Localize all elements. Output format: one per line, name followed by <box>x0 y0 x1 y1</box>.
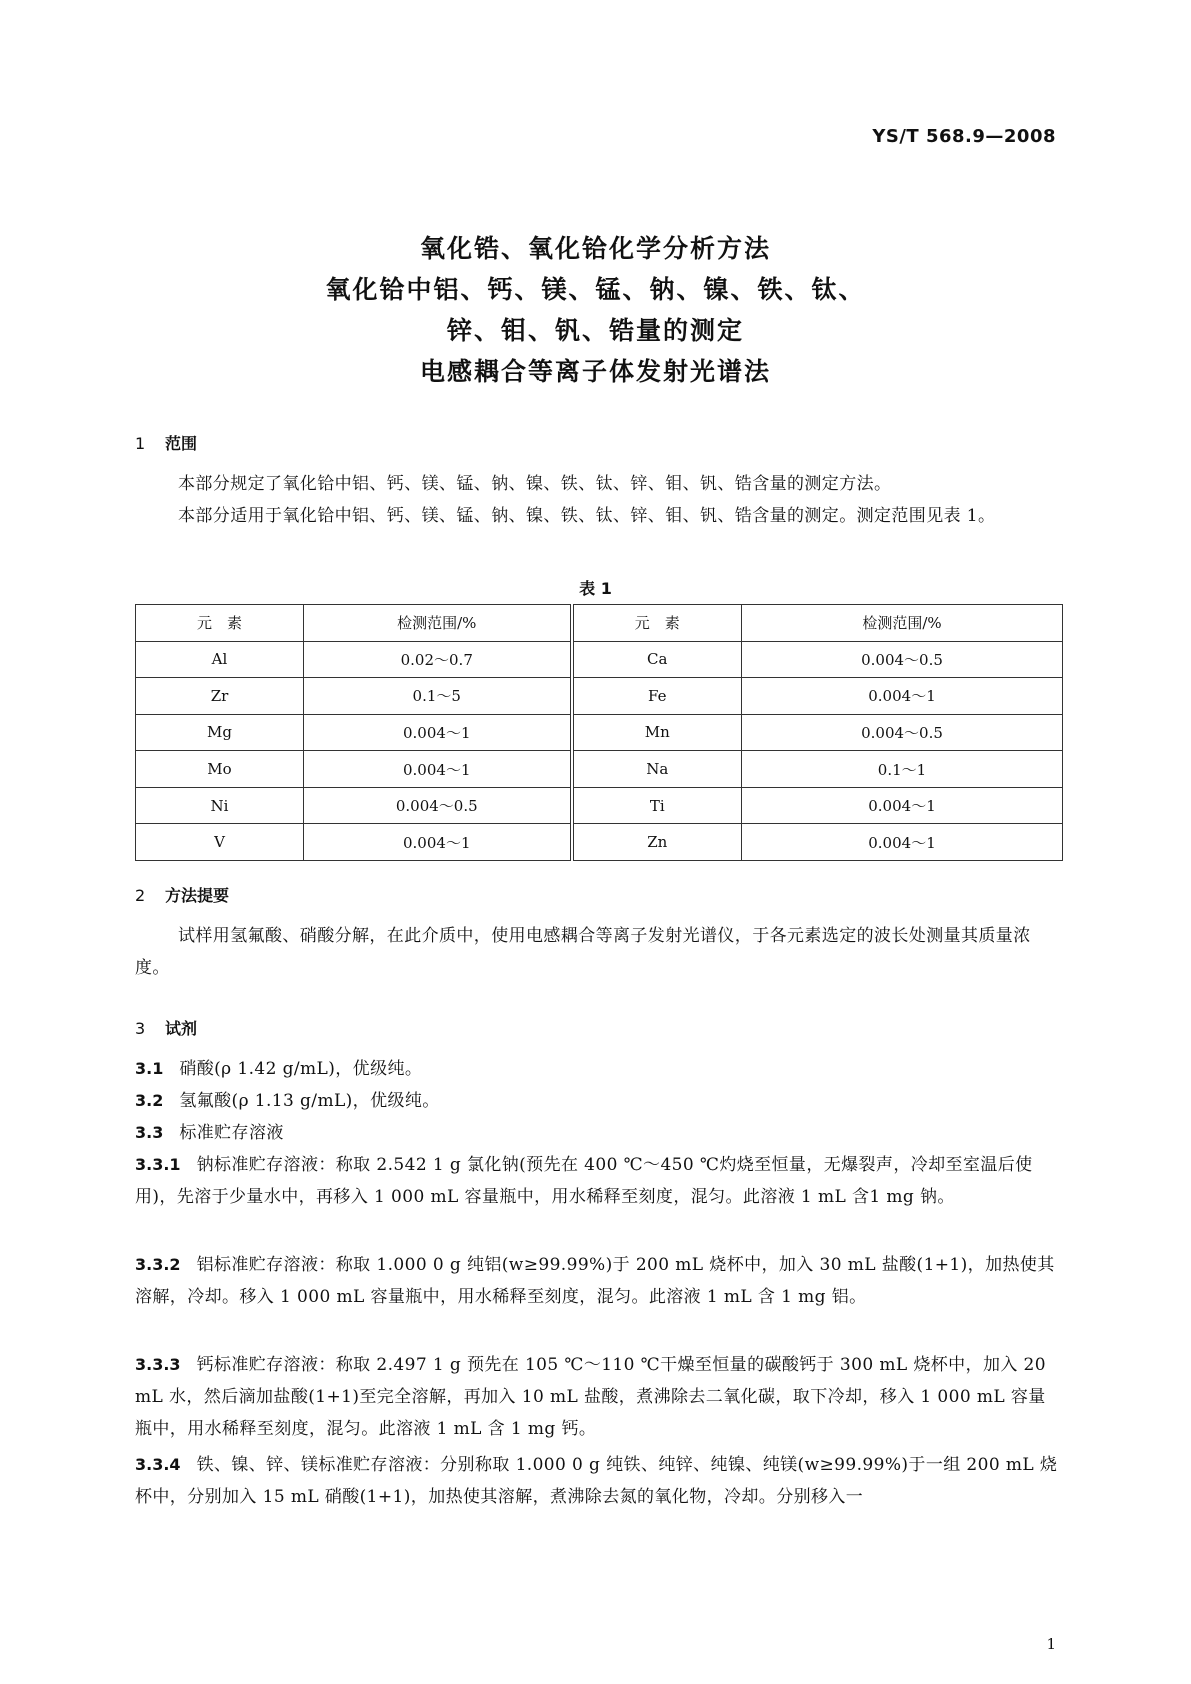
header-cell: 元 素 <box>572 605 742 642</box>
element-cell: Mg <box>136 714 304 751</box>
section-2-heading <box>135 883 229 906</box>
element-cell: Zr <box>136 678 304 715</box>
clause-text: 标准贮存溶液 <box>179 1123 284 1143</box>
table-row <box>136 641 1063 678</box>
table-caption: 表 1 <box>579 579 612 598</box>
range-cell: 0.004～1 <box>304 714 572 751</box>
table-row <box>136 787 1063 824</box>
clause-text: 铝标准贮存溶液：称取 1.000 0 g 纯铝(w≥99.99%)于 200 mL 烧杯中，加入 30 mL 盐酸(1+1)，加热使其溶解，冷却。移入 1 000 mL 容量瓶中，用水稀释至刻度，混匀。此溶液 1 mL 含 1 mg 铝。 <box>135 1255 1055 1307</box>
range-cell: 0.004～0.5 <box>742 714 1063 751</box>
section-title: 范围 <box>165 434 198 453</box>
title-line: 电感耦合等离子体发射光谱法 <box>419 357 771 386</box>
element-cell: Na <box>572 751 742 788</box>
element-cell: Ni <box>136 787 304 824</box>
table-header-row <box>136 605 1063 642</box>
clause-number: 3.2 <box>135 1091 164 1110</box>
section-title: 试剂 <box>165 1019 198 1038</box>
clause <box>135 1085 1062 1117</box>
document-title <box>0 228 1191 392</box>
element-cell: V <box>136 824 304 861</box>
table-row <box>136 751 1063 788</box>
scope-paragraph: 本部分规定了氧化铪中铝、钙、镁、锰、钠、镍、铁、钛、锌、钼、钒、锆含量的测定方法。 <box>178 474 892 494</box>
range-cell: 0.004～1 <box>304 751 572 788</box>
title-line: 锌、钼、钒、锆量的测定 <box>446 316 744 345</box>
standard-code: YS/T 568.9—2008 <box>872 126 1056 147</box>
table-row <box>136 824 1063 861</box>
section-number: 1 <box>135 434 146 453</box>
element-cell: Zn <box>572 824 742 861</box>
page-number: 1 <box>1046 1635 1056 1653</box>
clause <box>135 1149 1062 1213</box>
title-line: 氧化锆、氧化铪化学分析方法 <box>419 234 771 263</box>
clause <box>135 1249 1062 1313</box>
range-cell: 0.004～1 <box>742 824 1063 861</box>
range-cell: 0.004～1 <box>742 678 1063 715</box>
clause-number: 3.1 <box>135 1059 164 1078</box>
element-cell: Ti <box>572 787 742 824</box>
clause-text: 钙标准贮存溶液：称取 2.497 1 g 预先在 105 ℃～110 ℃干燥至恒量的碳酸钙于 300 mL 烧杯中，加入 20 mL 水，然后滴加盐酸(1+1)至完全溶解，再加入 10 mL 盐酸，煮沸除去二氧化碳，取下冷却，移入 1 000 mL 容量瓶中，用水稀释至刻度，混匀。此溶液 1 mL 含 1 mg 钙。 <box>135 1355 1046 1439</box>
clause <box>135 1117 1062 1149</box>
section-1-heading <box>135 431 197 454</box>
clause-text: 氢氟酸(ρ 1.13 g/mL)，优级纯。 <box>179 1091 440 1111</box>
element-cell: Mn <box>572 714 742 751</box>
range-cell: 0.1～5 <box>304 678 572 715</box>
title-line: 氧化铪中铝、钙、镁、锰、钠、镍、铁、钛、 <box>325 275 866 304</box>
clause <box>135 1053 1062 1085</box>
range-cell: 0.02～0.7 <box>304 641 572 678</box>
range-cell: 0.004～1 <box>742 787 1063 824</box>
clause-text: 钠标准贮存溶液：称取 2.542 1 g 氯化钠(预先在 400 ℃～450 ℃灼烧至恒量，无爆裂声，冷却至室温后使用)，先溶于少量水中，再移入 1 000 mL 容量瓶中，用水稀释至刻度，混匀。此溶液 1 mL 含1 mg 钠。 <box>135 1155 1033 1207</box>
clause-number: 3.3.3 <box>135 1355 181 1374</box>
element-cell: Al <box>136 641 304 678</box>
clause <box>135 1449 1062 1513</box>
section-title: 方法提要 <box>165 886 230 905</box>
clause-text: 铁、镍、锌、镁标准贮存溶液：分别称取 1.000 0 g 纯铁、纯锌、纯镍、纯镁(w≥99.99%)于一组 200 mL 烧杯中，分别加入 15 mL 硝酸(1+1)，加热使其溶解，煮沸除去氮的氧化物，冷却。分别移入一 <box>135 1455 1058 1507</box>
header-cell: 元 素 <box>136 605 304 642</box>
range-cell: 0.004～0.5 <box>304 787 572 824</box>
element-cell: Mo <box>136 751 304 788</box>
detection-range-table <box>135 604 1063 861</box>
range-cell: 0.004～0.5 <box>742 641 1063 678</box>
clause-number: 3.3.4 <box>135 1455 181 1474</box>
range-cell: 0.004～1 <box>304 824 572 861</box>
header-cell: 检测范围/% <box>304 605 572 642</box>
table-row <box>136 678 1063 715</box>
clause <box>135 1349 1062 1445</box>
method-summary-paragraph: 试样用氢氟酸、硝酸分解，在此介质中，使用电感耦合等离子发射光谱仪，于各元素选定的波长处测量其质量浓度。 <box>135 926 1031 978</box>
clause-number: 3.3 <box>135 1123 164 1142</box>
element-cell: Fe <box>572 678 742 715</box>
clause-text: 硝酸(ρ 1.42 g/mL)，优级纯。 <box>179 1059 423 1079</box>
element-cell: Ca <box>572 641 742 678</box>
section-number: 2 <box>135 886 146 905</box>
section-3-heading <box>135 1016 197 1039</box>
table-row <box>136 714 1063 751</box>
header-cell: 检测范围/% <box>742 605 1063 642</box>
clause-number: 3.3.2 <box>135 1255 181 1274</box>
range-cell: 0.1～1 <box>742 751 1063 788</box>
section-number: 3 <box>135 1019 146 1038</box>
clause-number: 3.3.1 <box>135 1155 181 1174</box>
scope-paragraph: 本部分适用于氧化铪中铝、钙、镁、锰、钠、镍、铁、钛、锌、钼、钒、锆含量的测定。测定范围见表 1。 <box>178 506 996 526</box>
